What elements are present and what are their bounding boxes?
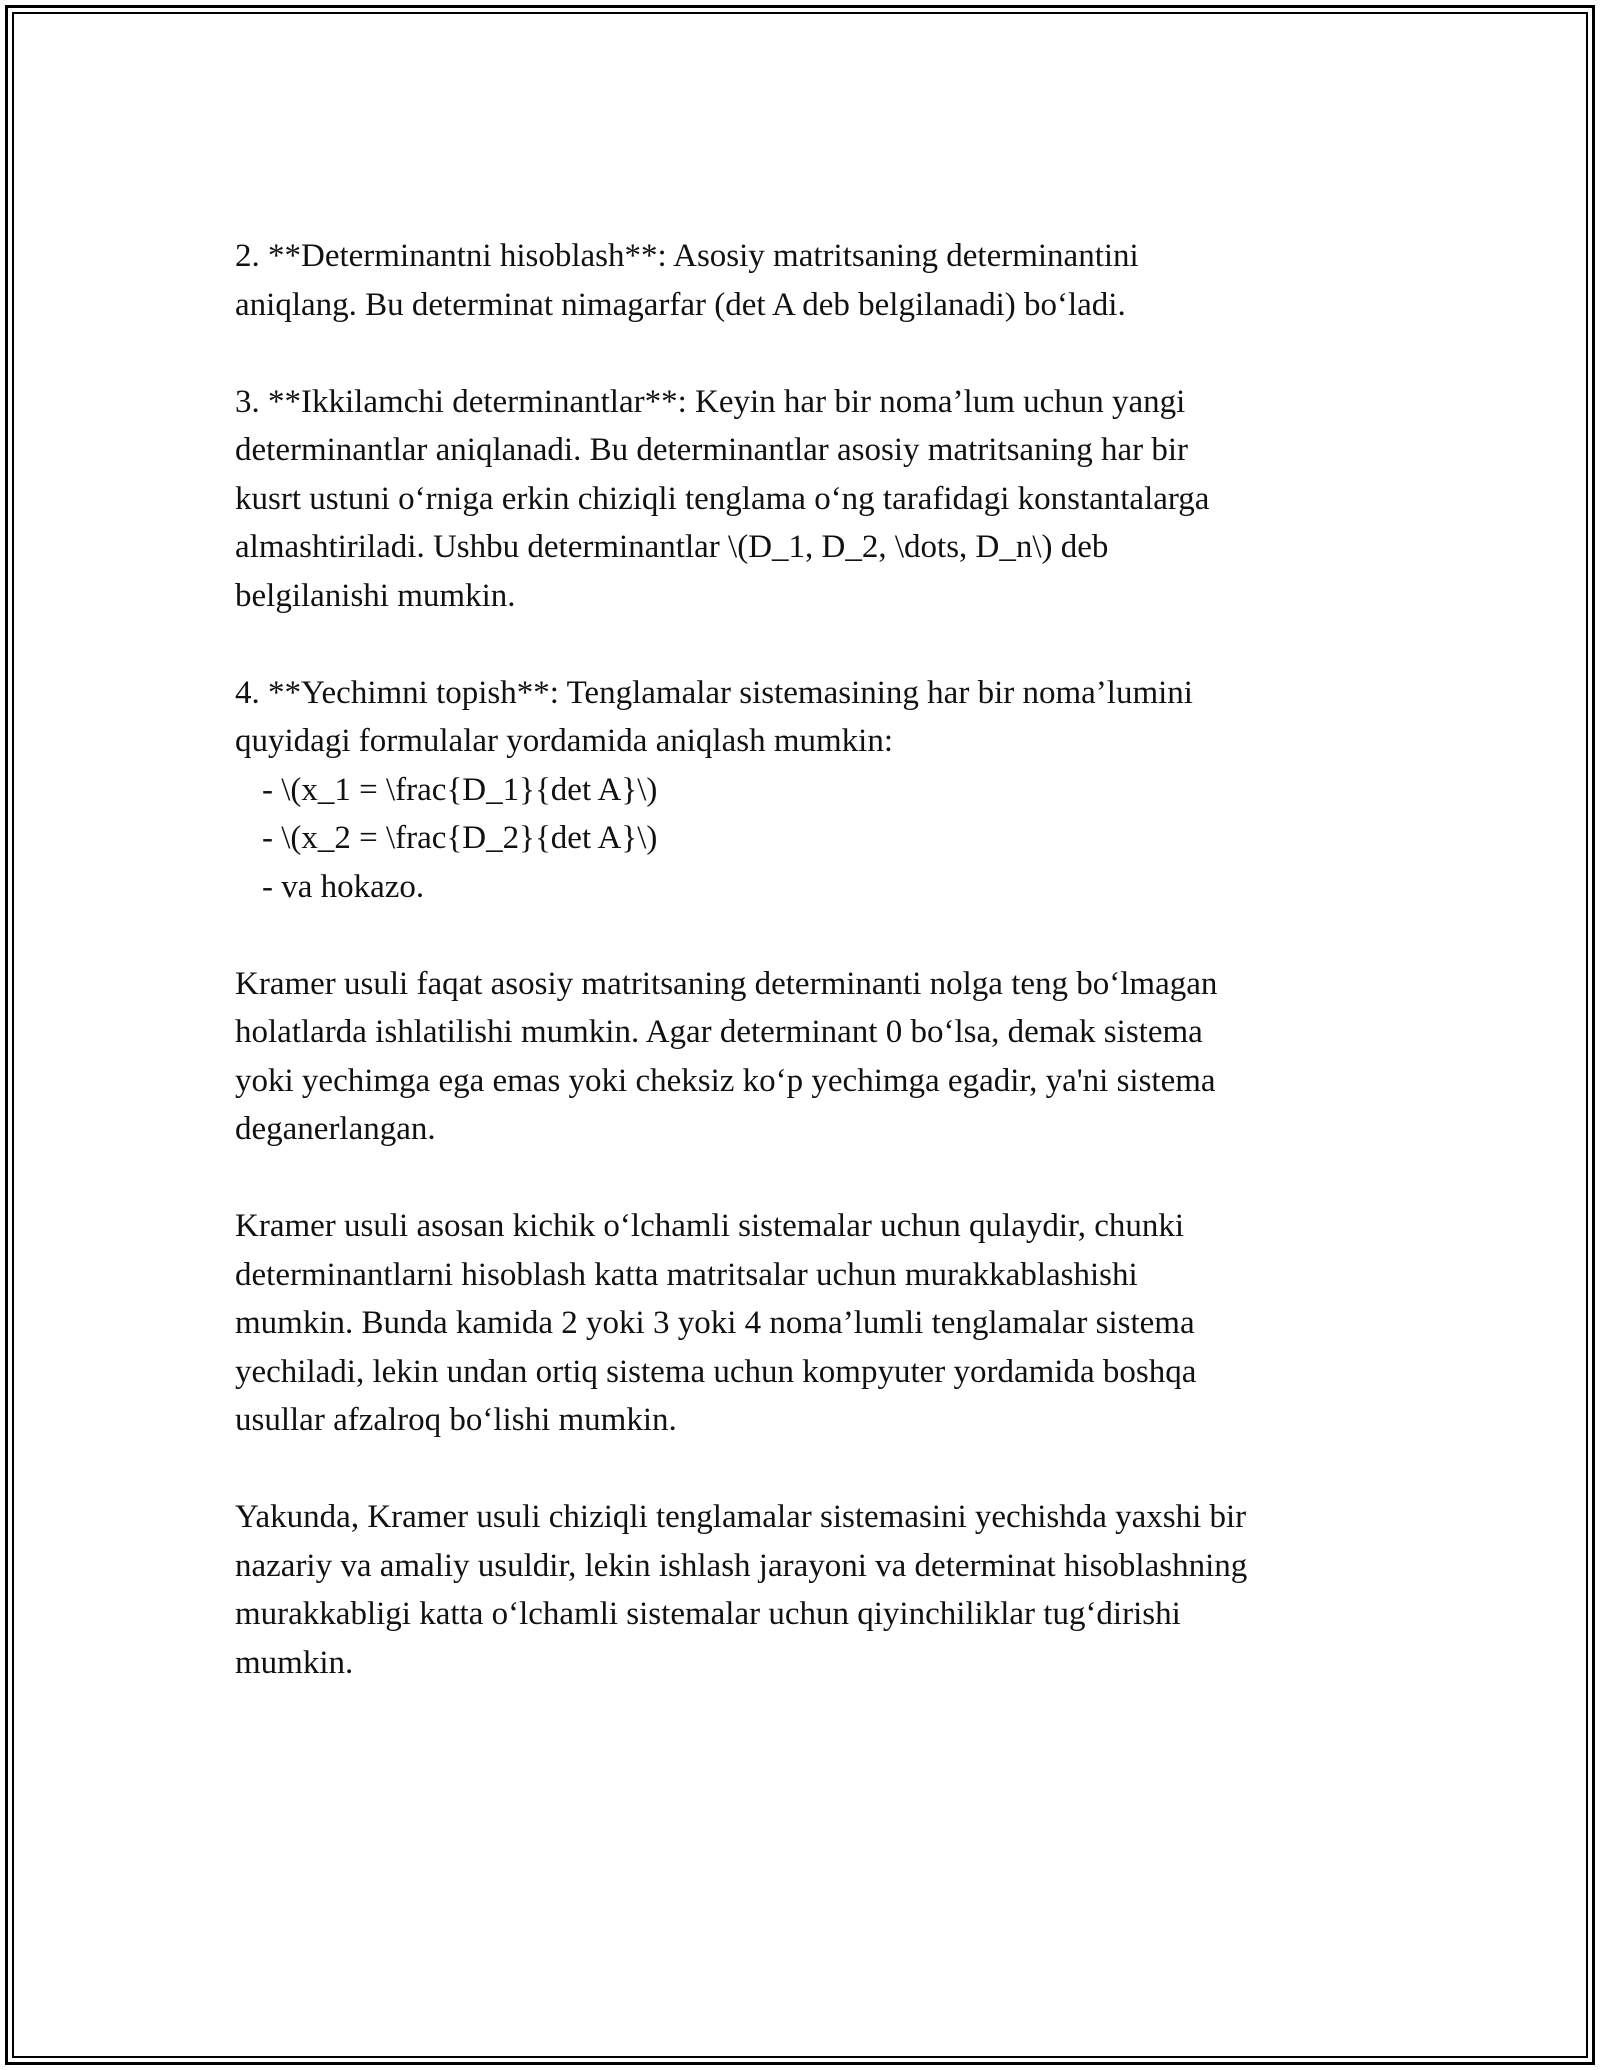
text-line: determinantlarni hisoblash katta matritsalar uchun murakkablashishi <box>235 1256 1138 1293</box>
paragraph-step-3 <box>235 378 1415 621</box>
text-line: Yakunda, Kramer usuli chiziqli tenglamalar sistemasini yechishda yaxshi bir <box>235 1499 1247 1535</box>
paragraph-conclusion <box>235 1493 1415 1687</box>
text-line: Kramer usuli asosan kichik o‘lchamli sistemalar uchun qulaydir, chunki <box>235 1208 1185 1244</box>
text-line: yechiladi, lekin undan ortiq sistema uchun kompyuter yordamida boshqa <box>235 1353 1197 1390</box>
paragraph-step-2 <box>235 232 1415 329</box>
text-line: holatlarda ishlatilishi mumkin. Agar determinant 0 bo‘lsa, demak sistema <box>235 1014 1203 1050</box>
text-line: belgilanishi mumkin. <box>235 577 516 614</box>
text-line: nazariy va amaliy usuldir, lekin ishlash jarayoni va determinat hisoblashning <box>235 1547 1248 1584</box>
text-line: yoki yechimga ega emas yoki cheksiz ko‘p yechimga egadir, ya'ni sistema <box>235 1062 1216 1099</box>
text-line: 3. **Ikkilamchi determinantlar**: Keyin har bir noma’lum uchun yangi <box>235 383 1186 420</box>
text-line: usullar afzalroq bo‘lishi mumkin. <box>235 1402 677 1438</box>
text-line: aniqlang. Bu determinat nimagarfar (det A deb belgilanadi) bo‘ladi. <box>235 286 1126 323</box>
text-line: Kramer usuli faqat asosiy matritsaning determinanti nolga teng bo‘lmagan <box>235 965 1218 1002</box>
paragraph-applicability <box>235 1202 1415 1445</box>
text-line: kusrt ustuni o‘rniga erkin chiziqli tenglama o‘ng tarafidagi konstantalarga <box>235 480 1210 517</box>
formula-list-item: - \(x_1 = \frac{D_1}{det A}\) <box>262 771 658 808</box>
text-line: 2. **Determinantni hisoblash**: Asosiy matritsaning determinantini <box>235 238 1139 274</box>
formula-list-item: - \(x_2 = \frac{D_2}{det A}\) <box>262 820 658 856</box>
text-line: 4. **Yechimni topish**: Tenglamalar sistemasining har bir noma’lumini <box>235 674 1193 711</box>
text-line: murakkabligi katta o‘lchamli sistemalar uchun qiyinchiliklar tug‘dirishi <box>235 1596 1181 1632</box>
text-line: almashtiriladi. Ushbu determinantlar \(D_1, D_2, \dots, D_n\) deb <box>235 529 1109 565</box>
text-line: mumkin. Bunda kamida 2 yoki 3 yoki 4 noma’lumli tenglamalar sistema <box>235 1305 1195 1341</box>
text-line: quyidagi formulalar yordamida aniqlash mumkin: <box>235 723 894 759</box>
formula-list-item: - va hokazo. <box>262 868 425 905</box>
document-body <box>235 232 1415 1687</box>
paragraph-step-4 <box>235 669 1415 912</box>
text-line: determinantlar aniqlanadi. Bu determinantlar asosiy matritsaning har bir <box>235 432 1189 468</box>
text-line: deganerlangan. <box>235 1111 436 1147</box>
paragraph-condition <box>235 960 1415 1154</box>
text-line: mumkin. <box>235 1644 354 1681</box>
